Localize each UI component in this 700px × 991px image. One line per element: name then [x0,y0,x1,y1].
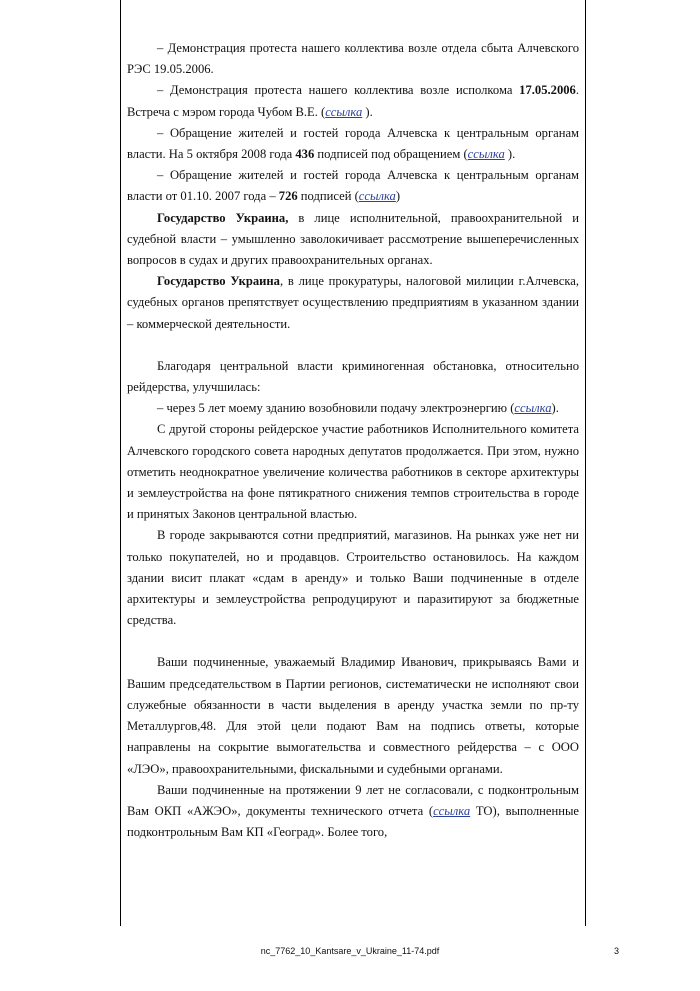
text-run: в лице исполнительной, правоохранительной и судебной власти – умышленно заволокичивает рассмотрение вышеперечисленных вопросов в судах и других правоохранительных органах. [127,210,579,268]
left-margin-rule [120,0,121,926]
paragraph [127,652,579,779]
text-run: ) [395,189,401,204]
right-margin-rule [585,0,586,926]
paragraph [127,525,579,631]
text-run: ). [362,104,373,119]
text-run: – Обращение жителей и гостей города Алчевска к центральным органам власти от 01.10. 2007 года – [127,168,579,204]
reference-link[interactable]: ссылка [467,147,505,162]
paragraph [127,123,579,165]
bold-text: Государство Украина [157,274,280,289]
bold-text: 436 [295,147,315,162]
paragraph [127,398,579,419]
paragraph [127,780,579,844]
text-run: – Демонстрация протеста нашего коллектива возле отдела сбыта Алчевского РЭС 19.05.2006. [127,41,579,77]
text-run: – через 5 лет моему зданию возобновили подачу электроэнергию ( [157,401,515,416]
document-body [127,38,579,843]
footer-filename: nc_7762_10_Kantsare_v_Ukraine_11-74.pdf [260,946,440,956]
text-run: ). [551,401,559,416]
text-run: С другой стороны рейдерское участие работников Исполнительного комитета Алчевского городского совета народных депутатов продолжается. При этом, нужно отметить неоднократное увеличение количества работников в секторе архитектуры и землеустройства на фоне пятикратного снижения темпов строительства в городе и принятых Законов центральной властью. [127,422,579,522]
text-run: подписей под обращением ( [314,147,468,162]
text-run: В городе закрываются сотни предприятий, магазинов. На рынках уже нет ни только покупателей, но и продавцов. Строительство остановилось. На каждом здании висит плакат «сдам в аренду» и только Ваши подчиненные в отделе архитектуры и землеустройства репродуцируют и паразитируют за бюджетные средства. [127,528,579,628]
bold-text: 726 [278,189,298,204]
text-run: . Встреча с мэром города Чубом В.Е. ( [127,83,579,119]
paragraph [127,38,579,80]
reference-link[interactable]: ссылка [358,189,396,204]
paragraph [127,165,579,207]
paragraph [127,208,579,272]
page-number: 3 [614,946,620,956]
bold-text: 17.05.2006 [519,83,576,98]
text-run: – Демонстрация протеста нашего коллектива возле исполкома [157,83,520,98]
text-run: Ваши подчиненные, уважаемый Владимир Иванович, прикрываясь Вами и Вашим председательством в Партии регионов, систематически не исполняют свои служебные обязанности в части выделения в аренду участка земли по пр-ту Металлургов,48. Для этой цели подают Вам на подпись ответы, которые направлены на сокрытие вымогательства и совместного рейдерства – с ООО «ЛЭО», правоохранительными, фискальными и судебными органами. [127,655,579,776]
reference-link[interactable]: ссылка [433,803,471,818]
paragraph [127,80,579,122]
paragraph [127,419,579,525]
paragraph [127,356,579,398]
text-run: , в лице прокуратуры, налоговой милиции г.Алчевска, судебных органов препятствует осуществлению предприятиям в указанном здании – коммерческой деятельности. [127,274,580,331]
text-run: ТО), выполненные подконтрольным Вам КП «Геоград». Более того, [127,803,579,840]
text-run: подписей ( [297,189,359,204]
text-run: Благодаря центральной власти криминогенная обстановка, относительно рейдерства, улучшилась: [127,358,579,395]
reference-link[interactable]: ссылка [514,401,552,416]
reference-link[interactable]: ссылка [325,104,363,119]
text-run: ). [504,147,516,162]
bold-text: Государство Украина, [157,210,289,225]
text-run: Ваши подчиненные на протяжении 9 лет не согласовали, с подконтрольным Вам ОКП «АЖЭО», документы технического отчета ( [127,782,579,818]
text-run: – Обращение жителей и гостей города Алчевска к центральным органам власти. На 5 октября 2008 года [127,125,579,162]
paragraph [127,271,579,335]
